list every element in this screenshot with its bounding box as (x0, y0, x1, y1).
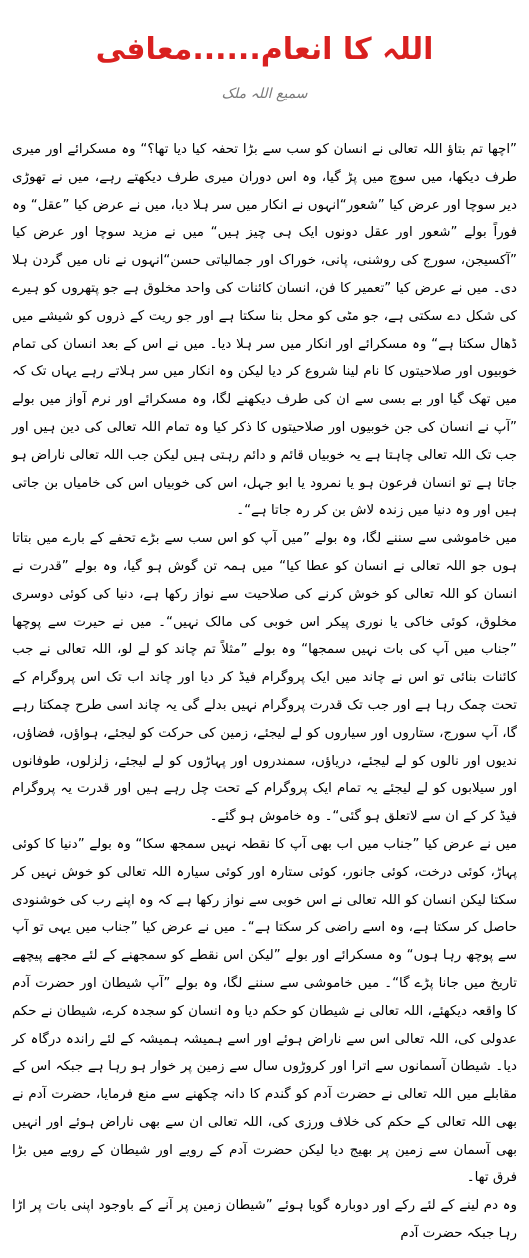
paragraph-3: میں نے عرض کیا ”جناب میں اب بھی آپ کا نقطہ نہیں سمجھ سکا“ وہ بولے ”دنیا کا کوئی پہاڑ، کوئی درخت، کوئی جانور، کوئی ستارہ اور کوئی سیارہ اللہ تعالی کو خوش نہیں کر سکتا لیکن انسان کو اللہ تعالی نے اس خوبی سے نواز رکھا ہے کہ وہ اپنے رب کی خوشنودی حاصل کر سکتا ہے، وہ اسے راضی کر سکتا ہے“۔ میں نے عرض کیا ”جناب میں یہی تو آپ سے پوچھ رہا ہوں“ وہ مسکرائے اور بولے ”لیکن اس نقطے کو سمجھنے کے لئے مجھے پیچھے تاریخ میں جانا پڑے گا“۔ میں خاموشی سے سننے لگا، وہ بولے ”آپ شیطان اور حضرت آدم کا واقعہ دیکھئے، اللہ تعالی نے شیطان کو حکم دیا وہ انسان کو سجدہ کرے، شیطان نے حکم عدولی کی، اللہ تعالی اس سے ناراض ہوئے اور اسے ہمیشہ ہمیشہ کے لئے راندہ درگاہ کر دیا۔ شیطان آسمانوں سے اترا اور کروڑوں سال سے زمین پر خوار ہو رہا ہے جبکہ اس کے مقابلے میں اللہ تعالی نے حضرت آدم کو گندم کا دانہ چکھنے سے منع فرمایا، حضرت آدم نے بھی اللہ تعالی کے حکم کی خلاف ورزی کی، اللہ تعالی ان سے بھی ناراض ہوئے اور انہیں بھی آسمان سے زمین پر بھیج دیا لیکن حضرت آدم کے رویے اور شیطان کے رویے میں بڑا فرق تھا۔ (12, 836, 517, 1186)
paragraph-4: وہ دم لینے کے لئے رکے اور دوبارہ گویا ہوئے ”شیطان زمین پر آنے کے باوجود اپنی بات پر اڑا رہا جبکہ حضرت آدم (12, 1198, 517, 1242)
paragraph-2: میں خاموشی سے سننے لگا، وہ بولے ”میں آپ کو اس سب سے بڑے تحفے کے بارے میں بتاتا ہوں جو اللہ تعالی نے انسان کو عطا کیا“ میں ہمہ تن گوش ہو گیا، وہ بولے ”قدرت نے انسان کو اللہ تعالی کو خوش کرنے کی صلاحیت سے نواز رکھا ہے، دنیا کی کوئی دوسری مخلوق، کوئی خاکی یا نوری پیکر اس خوبی کی مالک نہیں“۔ میں نے حیرت سے پوچھا ”جناب میں آپ کی بات نہیں سمجھا“ وہ بولے ”مثلاً تم چاند کو لے لو، اللہ تعالی نے جب کائنات بنائی تو اس نے چاند میں ایک پروگرام فیڈ کر دیا اور چاند اب تک اس پروگرام کے تحت چمک رہا ہے اور جب تک قدرت پروگرام نہیں بدلے گی یہ چاند اسی طرح چمکتا رہے گا، آپ سورج، ستاروں اور سیاروں کو لے لیجئے، زمین کی حرکت کو لیجئے، ہواؤں، فضاؤں، ندیوں اور نالوں کو لے لیجئے، دریاؤں، سمندروں اور پہاڑوں کو لے لیجئے، زلزلوں، طوفانوں اور سیلابوں کو لے لیجئے یہ تمام ایک پروگرام کے تحت چل رہے ہیں اور قدرت یہ پروگرام فیڈ کر کے ان سے لاتعلق ہو گئی“۔ وہ خاموش ہو گئے۔ (12, 531, 517, 825)
paragraph-1: ”اچھا تم بتاؤ اللہ تعالی نے انسان کو سب سے بڑا تحفہ کیا دیا تھا؟“ وہ مسکرائے اور میری طرف دیکھا، میں سوچ میں پڑ گیا، وہ اس دوران میری طرف دیکھتے رہے، میں نے تھوڑی دیر سوچا اور عرض کیا ”شعور“انہوں نے انکار میں سر ہلا دیا، میں نے عرض کیا ”عقل“ وہ فوراً بولے ”شعور اور عقل دونوں ایک ہی چیز ہیں“ میں نے مزید سوچا اور عرض کیا ”آکسیجن، سورج کی روشنی، پانی، خوراک اور جمالیاتی حسن“انہوں نے ناں میں گردن ہلا دی۔ میں نے عرض کیا ”تعمیر کا فن، انسان کائنات کی واحد مخلوق ہے جو پتھروں کو ہیرے کی شکل دے سکتی ہے، جو مٹی کو محل بنا سکتا ہے اور جو ریت کے ذروں کو شیشے میں ڈھال سکتا ہے“ وہ مسکرائے اور انکار میں سر ہلا دیا۔ میں نے اس کے بعد انسان کی تمام خوبیوں اور صلاحیتوں کا نام لینا شروع کر دیا لیکن وہ انکار میں سر ہلاتے رہے یہاں تک کہ میں تھک گیا اور بے بسی سے ان کی طرف دیکھنے لگا، وہ مسکرائے اور نرم آواز میں بولے ”آپ نے انسان کی جن خوبیوں اور صلاحیتوں کا ذکر کیا وہ تمام اللہ تعالی کی دین ہیں اور جب تک اللہ تعالی چاہتا ہے یہ خوبیاں قائم و دائم رہتی ہیں لیکن جب اللہ تعالی ناراض ہو جاتا ہے تو انسان فرعون ہو یا نمرود یا ابو جہل، اس کی خوبیاں اس کی خامیاں بن جاتی ہیں اور وہ دنیا میں زندہ لاش بن کر رہ جاتا ہے“۔ (12, 142, 517, 519)
article-title: اللہ کا انعام......معافی (95, 32, 434, 67)
article-body (12, 136, 517, 1248)
author-name: سمیع اللہ ملک (221, 86, 308, 102)
